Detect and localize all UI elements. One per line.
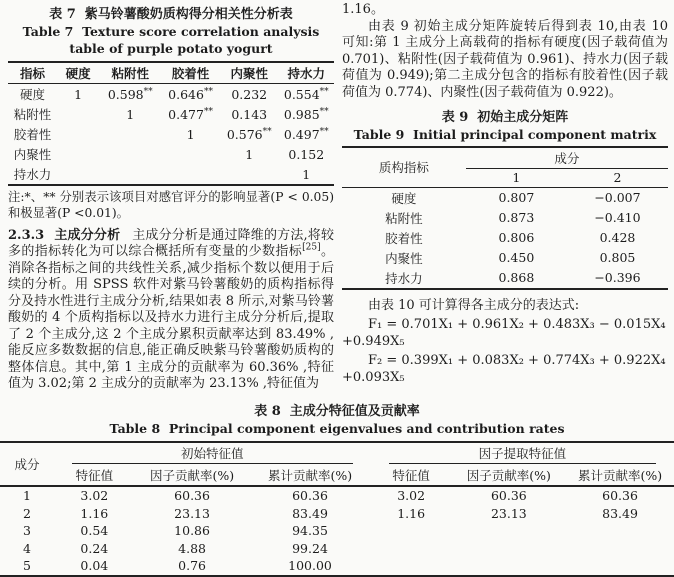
paragraph-rotation: 由表 9 初始主成分矩阵旋转后得到表 10,由表 10 可知:第 1 主成分上高载荷的指标有硬度(因子载荷值为 0.701)、粘附性(因子载荷值为 0.961)、持水力(因子载荷值为 0.949);第二主成分包含的指标有胶着性(因子载荷值为 0.774)、内聚性(因子载荷值为 0.922)。 (342, 18, 668, 100)
cell (99, 124, 161, 144)
row-label: 粘附性 (385, 210, 423, 226)
formula-f1-line1: F₁ = 0.701X₁ + 0.961X₂ + 0.483X₃ − 0.015X₄ (368, 317, 666, 332)
table-row (0, 505, 674, 523)
table9-caption-en: Table 9 Initial principal component matrix (353, 127, 657, 142)
cell: 0.805 (599, 250, 636, 265)
cell: 0.143 (231, 106, 268, 122)
row-label: 持水力 (13, 167, 52, 182)
cell: 0.04 (80, 558, 109, 574)
table9-initial-matrix (342, 146, 668, 290)
cell: 0.428 (599, 230, 636, 245)
table8-header-component: 成分 (0, 442, 54, 486)
table7-header-adhesiveness: 粘附性 (99, 62, 161, 84)
table7-caption-en-line1: Table 7 Texture score correlation analysis (22, 24, 320, 39)
row-label: 胶着性 (13, 127, 52, 142)
cell (371, 540, 452, 558)
cell: 0.598** (107, 86, 153, 102)
cell (371, 522, 452, 540)
paragraph-expressions: 由表 10 可计算得各主成分的表达式: (368, 297, 580, 313)
table-row (8, 124, 334, 144)
table7-header-whc: 持水力 (279, 62, 334, 84)
cell: 0.232 (231, 86, 268, 102)
cell: −0.007 (594, 190, 641, 205)
table-row (342, 208, 668, 228)
cell: 1 (186, 126, 195, 142)
sig-mark: ** (143, 86, 153, 97)
cell: 1.16 (80, 505, 109, 521)
table7-correlation (8, 61, 334, 186)
row-label: 2 (22, 505, 31, 521)
cell: 83.49 (602, 505, 638, 521)
cell: 0.497** (283, 126, 329, 142)
cell: 1.16 (397, 505, 426, 521)
table-row (342, 268, 668, 289)
cell: −0.410 (594, 210, 641, 225)
cell (220, 164, 279, 185)
sig-mark: ** (319, 86, 329, 97)
cell: 0.646** (168, 86, 213, 102)
cell (452, 522, 567, 540)
table8-subheader-cumulative-2: 累计贡献率(%) (566, 465, 674, 486)
row-label: 4 (22, 540, 31, 556)
cell: 0.806 (498, 230, 535, 245)
row-label: 硬度 (391, 190, 417, 206)
table-row (342, 187, 668, 208)
cell (452, 557, 567, 576)
cell (566, 522, 674, 540)
table9-header-indicator: 质构指标 (342, 147, 466, 187)
table-row (8, 104, 334, 124)
table-row (0, 486, 674, 505)
table9-header-comp2: 2 (567, 169, 668, 188)
table9-captions (342, 109, 668, 143)
table8-subheader-cumulative-1: 累计贡献率(%) (249, 465, 370, 486)
carryover-line: 1.16。 (342, 2, 384, 17)
table-row (0, 557, 674, 576)
table8-caption-en: Table 8 Principal component eigenvalues and contribution rates (109, 421, 565, 436)
cell (57, 144, 99, 164)
table7-header-row (8, 62, 334, 84)
cell: 60.36 (292, 488, 328, 504)
table-row (8, 144, 334, 164)
table9-caption-zh: 表 9 初始主成分矩阵 (441, 110, 569, 125)
cell: 1 (126, 106, 135, 122)
cell: 0.76 (178, 558, 206, 574)
cell: 1 (74, 86, 83, 102)
cell: 0.807 (498, 190, 535, 205)
formula-f2-line1: F₂ = 0.399X₁ + 0.083X₂ + 0.774X₃ + 0.922X₄ (368, 353, 666, 368)
cell (57, 124, 99, 144)
cell (57, 164, 99, 185)
cell: 0.985** (283, 106, 329, 122)
cell: 0.477** (168, 106, 213, 122)
row-label: 持水力 (385, 270, 423, 286)
table8-eigenvalues (0, 441, 674, 577)
sig-mark: ** (203, 106, 213, 117)
cell: 23.13 (174, 505, 210, 521)
cell: 3.02 (80, 488, 109, 504)
formula-f2-line2: +0.093X₅ (342, 370, 405, 385)
reference-25: [25] (302, 242, 321, 253)
table8-caption-zh: 表 8 主成分特征值及贡献率 (254, 404, 420, 419)
sig-mark: ** (319, 106, 329, 117)
table-row (0, 522, 674, 540)
cell: 100.00 (288, 558, 332, 574)
bottom-section (0, 403, 674, 577)
cell: 0.554** (283, 86, 329, 102)
left-column (8, 6, 334, 393)
row-label: 粘附性 (13, 107, 52, 122)
table8-subheader-eigenvalue-2: 特征值 (371, 465, 452, 486)
cell (371, 557, 452, 576)
cell: 0.152 (288, 146, 325, 162)
cell (99, 164, 161, 185)
cell: 0.54 (80, 523, 109, 539)
cell (99, 144, 161, 164)
row-label: 1 (22, 488, 31, 504)
table-row (0, 540, 674, 558)
row-label: 硬度 (19, 87, 45, 102)
cell: 23.13 (490, 505, 527, 521)
formula-f1-line2: +0.949X₅ (342, 334, 405, 349)
table8-subheader-eigenvalue-1: 特征值 (54, 465, 135, 486)
cell: 3.02 (397, 488, 426, 504)
table7-header-indicator: 指标 (8, 62, 57, 84)
sig-mark: ** (319, 126, 329, 137)
sig-mark: ** (262, 126, 272, 137)
cell (452, 540, 567, 558)
table8-group-extracted: 因子提取特征值 (371, 442, 674, 465)
cell: 0.873 (498, 210, 535, 225)
section-body-pre: 主成分分析是通过降维的方法,将较多的指标转化为可以综合概括所有变量的少数指标 (8, 227, 334, 260)
section-title: 主成分分析 (54, 227, 121, 243)
cell: 0.24 (80, 540, 109, 556)
table9-header-component-group: 成分 (466, 147, 668, 169)
table8-subheader-contribution-2: 因子贡献率(%) (452, 465, 567, 486)
section-body-post: 。消除各指标之间的共线性关系,减少指标个数以便用于后续的分析。用 SPSS 软件对紫马铃薯酸奶的质构指标得分及持水性进行主成分分析,结果如表 8 所示,对紫马铃薯酸奶的 4 个质构指标以及持水力进行主成分分析后,提取了 2 个主成分,这 2 个主成分累积贡献率达到 83.49% ,能反应多数数据的信息,能正确反映紫马铃薯酸奶质构的整体信息。其中,第 1 主成分的贡献率为 60.36% ,特征值为 3.02;第 2 主成分的贡献率为 23.13% ,特征值为 (8, 244, 334, 392)
cell: 60.36 (490, 488, 527, 504)
cell (566, 540, 674, 558)
row-label: 内聚性 (385, 250, 423, 266)
table-row (342, 228, 668, 248)
right-column (342, 2, 668, 386)
table9-header-comp1: 1 (466, 169, 567, 188)
cell: −0.396 (594, 270, 641, 285)
table8-header-row2 (0, 465, 674, 486)
table7-caption-zh: 表 7 紫马铃薯酸奶质构得分相关性分析表 (49, 7, 293, 22)
cell: 1 (302, 166, 311, 182)
cell: 83.49 (292, 505, 328, 521)
cell: 0.868 (498, 270, 535, 285)
row-label: 内聚性 (13, 147, 52, 162)
row-label: 胶着性 (385, 230, 423, 246)
table9-header-row1 (342, 147, 668, 169)
cell: 1 (245, 146, 254, 162)
table7-caption-en-line2: table of purple potato yogurt (69, 41, 273, 56)
cell: 94.35 (292, 523, 328, 539)
sig-mark: ** (203, 86, 213, 97)
cell: 0.576** (226, 126, 272, 142)
table-row (342, 248, 668, 268)
table8-header-row1 (0, 442, 674, 465)
cell (566, 557, 674, 576)
table7-header-cohesiveness: 内聚性 (220, 62, 279, 84)
section-number: 2.3.3 (8, 227, 45, 243)
table-row (8, 84, 334, 105)
cell (161, 164, 220, 185)
row-label: 3 (22, 523, 31, 539)
cell: 99.24 (292, 540, 328, 556)
cell (161, 144, 220, 164)
section-2-3-3-paragraph (8, 228, 334, 393)
table7-header-hardness: 硬度 (57, 62, 99, 84)
cell: 4.88 (178, 540, 206, 556)
cell: 0.450 (498, 250, 535, 265)
row-label: 5 (22, 558, 31, 574)
table7-header-gumminess: 胶着性 (161, 62, 220, 84)
table8-group-initial: 初始特征值 (54, 442, 371, 465)
cell: 60.36 (174, 488, 210, 504)
cell (57, 104, 99, 124)
table-row (8, 164, 334, 185)
cell: 10.86 (174, 523, 210, 539)
table7-note: 注:*、** 分别表示该项目对感官评分的影响显著(P < 0.05)和极显著(P <0.01)。 (8, 190, 334, 220)
cell: 60.36 (602, 488, 638, 504)
table8-subheader-contribution-1: 因子贡献率(%) (135, 465, 250, 486)
